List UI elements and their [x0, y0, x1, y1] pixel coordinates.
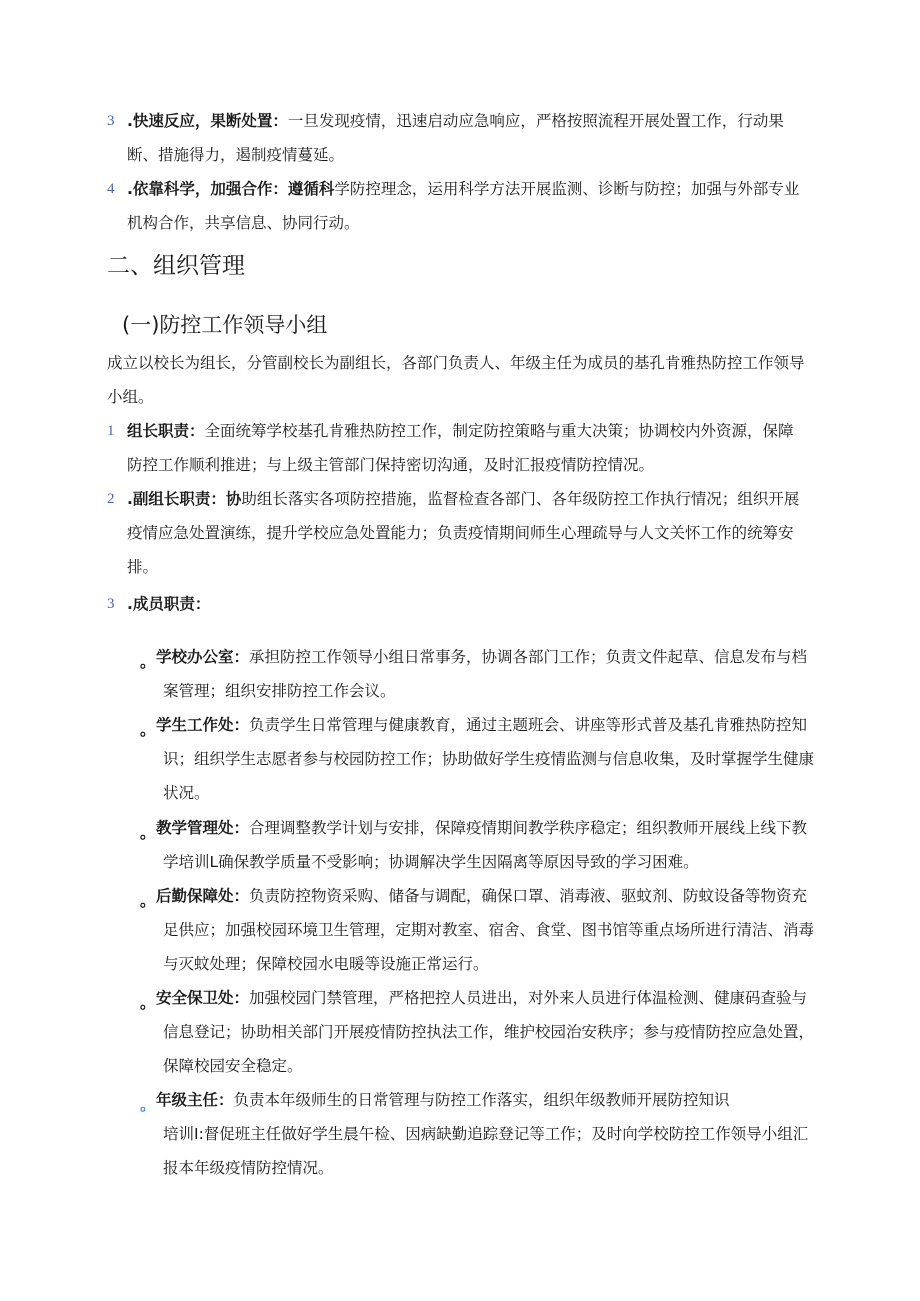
member-text: 加强校园门禁管理，严格把控人员进出，对外来人员进行体温检测、健康码查验与	[249, 989, 808, 1007]
member-line	[156, 1083, 730, 1117]
member-line: 案管理；组织安排防控工作会议。	[163, 682, 396, 700]
member-line	[156, 879, 807, 913]
list-item-lead: 组长职责：	[127, 422, 205, 440]
list-item-line	[127, 104, 784, 138]
list-item-line: 疫情应急处置演练，提升学校应急处置能力；负责疫情期间师生心理疏导与人文关怀工作的统筹安	[127, 524, 794, 542]
member-lead: 教学管理处：	[156, 819, 250, 837]
member-line	[156, 640, 807, 674]
member-line: 与灭蚊处理；保障校园水电暖等设施正常运行。	[163, 955, 489, 973]
list-number: 3	[107, 596, 115, 612]
bullet-icon: 。	[140, 824, 156, 842]
bullet-icon: 。	[140, 721, 156, 739]
subsection-title: (一)防控工作领导小组	[122, 313, 328, 337]
list-number: 2	[107, 491, 115, 507]
list-item-text: 一旦发现疫情，迅速启动应急响应，严格按照流程开展处置工作，行动果	[287, 112, 784, 130]
list-item-line: 排。	[127, 558, 159, 576]
list-item-line: 断、措施得力，遏制疫情蔓延。	[127, 146, 345, 164]
list-item-line	[127, 587, 210, 621]
member-line: 信息登记；协助相关部门开展疫情防控执法工作，维护校园治安秩序；参与疫情防控应急处置，	[163, 1023, 815, 1041]
section-title: 二、组织管理	[107, 253, 245, 279]
list-number: 3	[107, 113, 115, 129]
member-line: 识；组织学生志愿者参与校园防控工作；协助做好学生疫情监测与信息收集，及时掌握学生健康	[163, 750, 815, 768]
bullet-icon: 。	[140, 1096, 156, 1114]
list-item-line	[127, 482, 799, 516]
list-item-line	[127, 172, 799, 206]
member-line: 学培训L确保教学质量不受影响；协调解决学生因隔离等原因导致的学习困难。	[163, 853, 699, 871]
member-text: 合理调整教学计划与安排，保障疫情期间教学秩序稳定；组织教师开展线上线下教	[249, 819, 808, 837]
member-line: 培训I:督促班主任做好学生晨午检、因病缺勤追踪登记等工作；及时向学校防控工作领导小组汇	[163, 1125, 809, 1143]
list-item-lead: .依靠科学，加强合作：遵循科	[127, 180, 335, 198]
list-item-line	[127, 414, 794, 448]
list-item-lead: .成员职责：	[127, 595, 211, 613]
list-item-lead: .副组长职责：协	[127, 490, 242, 508]
member-lead: 安全保卫处：	[156, 989, 250, 1007]
member-line	[156, 708, 807, 742]
member-lead: 学生工作处：	[156, 716, 250, 734]
member-line: 足供应；加强校园环境卫生管理，定期对教室、宿舍、食堂、图书馆等重点场所进行清洁、消毒	[163, 921, 815, 939]
list-item-text: 学防控理念，运用科学方法开展监测、诊断与防控；加强与外部专业	[334, 180, 800, 198]
member-text: 负责学生日常管理与健康教育，通过主题班会、讲座等形式普及基孔肯雅热防控知	[249, 716, 808, 734]
member-text: 负责本年级师生的日常管理与防控工作落实，组织年级教师开展防控知识	[233, 1091, 730, 1109]
list-item-text: 助组长落实各项防控措施，监督检查各部门、各年级防控工作执行情况；组织开展	[241, 490, 800, 508]
member-line: 状况。	[163, 784, 210, 802]
member-text: 负责防控物资采购、储备与调配，确保口罩、消毒液、驱蚊剂、防蚊设备等物资充	[249, 887, 808, 905]
list-item-line: 防控工作顺利推进；与上级主管部门保持密切沟通，及时汇报疫情防控情况。	[127, 456, 655, 474]
list-number: 1	[107, 423, 115, 439]
member-lead: 后勤保障处：	[156, 887, 250, 905]
member-line: 保障校园安全稳定。	[163, 1057, 303, 1075]
member-line	[156, 981, 807, 1015]
list-item-line: 机构合作，共享信息、协同行动。	[127, 214, 360, 232]
list-number: 4	[107, 181, 115, 197]
bullet-icon: 。	[140, 892, 156, 910]
list-item-lead: .快速反应，果断处置：	[127, 112, 288, 130]
intro-paragraph-line: 成立以校长为组长，分管副校长为副组长，各部门负责人、年级主任为成员的基孔肯雅热防控工作领导	[107, 354, 805, 372]
intro-paragraph-line: 小组。	[107, 388, 154, 406]
member-line: 报本年级疫情防控情况。	[163, 1159, 334, 1177]
member-line	[156, 811, 807, 845]
member-lead: 学校办公室：	[156, 648, 250, 666]
bullet-icon: 。	[140, 653, 156, 671]
member-text: 承担防控工作领导小组日常事务，协调各部门工作；负责文件起草、信息发布与档	[249, 648, 808, 666]
member-lead: 年级主任：	[156, 1091, 234, 1109]
list-item-text: 全面统筹学校基孔肯雅热防控工作，制定防控策略与重大决策；协调校内外资源，保障	[204, 422, 794, 440]
bullet-icon: 。	[140, 994, 156, 1012]
